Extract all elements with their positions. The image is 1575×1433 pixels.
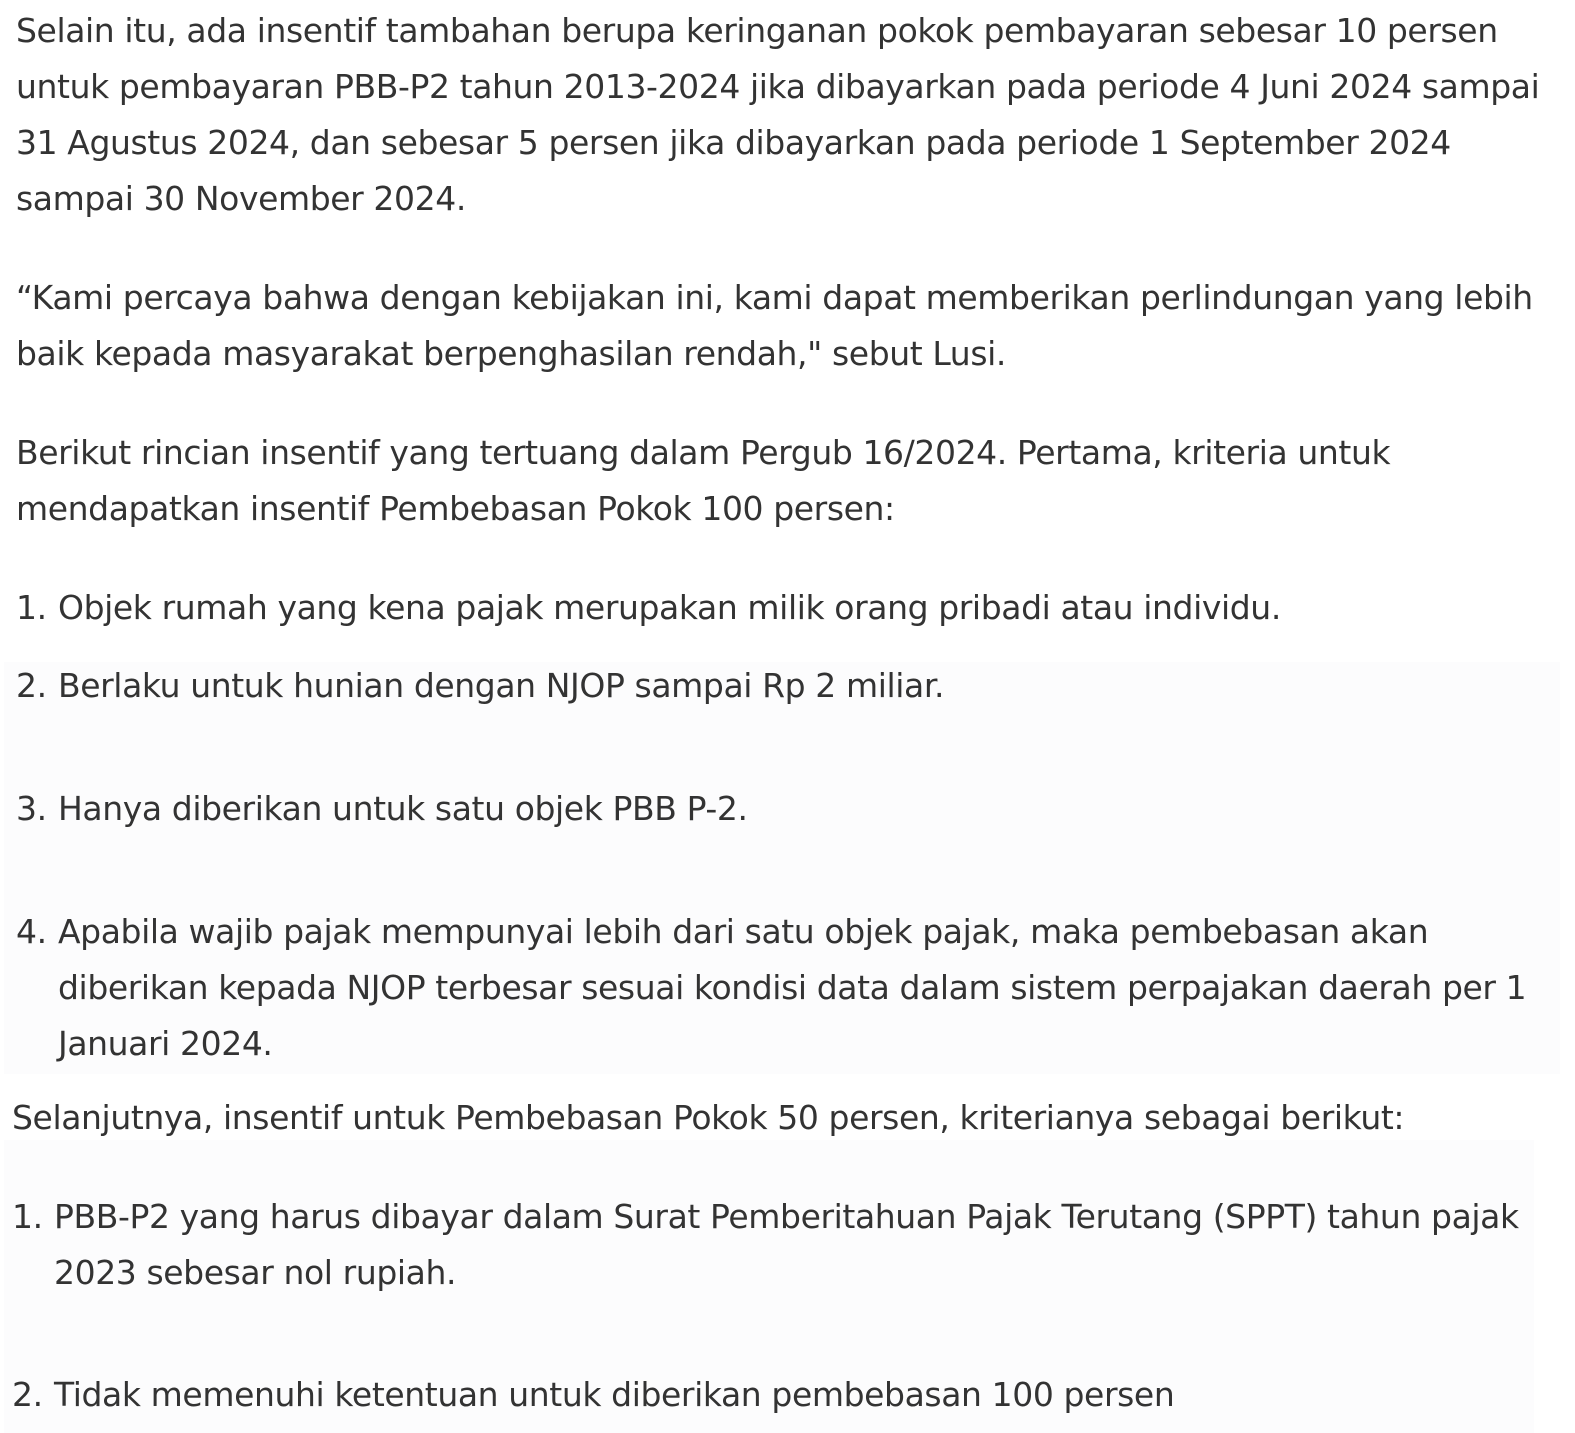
article-paragraph: Selanjutnya, insentif untuk Pembebasan Pokok 50 persen, kriterianya sebagai berikut: [12,1098,1405,1137]
list-item [16,781,1561,837]
list-item [12,1367,1537,1423]
list-item-text: PBB-P2 yang harus dibayar dalam Surat Pemberitahuan Pajak Terutang (SPPT) tahun pajak 2023 sebesar nol rupiah. [54,1197,1519,1292]
list-item-number: 1. [16,588,47,627]
list-item-text: Tidak memenuhi ketentuan untuk diberikan pembebasan 100 persen [54,1375,1175,1414]
list-item-text: Hanya diberikan untuk satu objek PBB P-2. [58,789,748,828]
list-item-text: Apabila wajib pajak mempunyai lebih dari satu objek pajak, maka pembebasan akan diberikan kepada NJOP terbesar sesuai kondisi data dalam sistem perpajakan daerah per 1 Januari 2024. [58,912,1527,1063]
list-item-text: Objek rumah yang kena pajak merupakan milik orang pribadi atau individu. [58,588,1281,627]
list-item-number: 2. [12,1375,43,1414]
list-item-number: 4. [16,912,47,951]
list-item [16,904,1561,1072]
list-item [12,1189,1537,1301]
article-paragraph: Selain itu, ada insentif tambahan berupa keringanan pokok pembayaran sebesar 10 persen untuk pembayaran PBB-P2 tahun 2013-2024 jika dibayarkan pada periode 4 Juni 2024 sampai 31 Agustus 2024, dan sebesar 5 persen jika dibayarkan pada periode 1 September 2024 sampai 30 November 2024. [16,11,1540,218]
list-item [16,658,1561,714]
list-item-number: 2. [16,666,47,705]
list-item [16,580,1561,636]
article-paragraph: Berikut rincian insentif yang tertuang dalam Pergub 16/2024. Pertama, kriteria untuk mendapatkan insentif Pembebasan Pokok 100 persen: [16,433,1391,528]
list-item-number: 3. [16,789,47,828]
list-item-text: Berlaku untuk hunian dengan NJOP sampai Rp 2 miliar. [58,666,945,705]
list-item-number: 1. [12,1197,43,1236]
quote-paragraph: “Kami percaya bahwa dengan kebijakan ini, kami dapat memberikan perlindungan yang lebih baik kepada masyarakat berpenghasilan rendah," sebut Lusi. [16,278,1533,373]
